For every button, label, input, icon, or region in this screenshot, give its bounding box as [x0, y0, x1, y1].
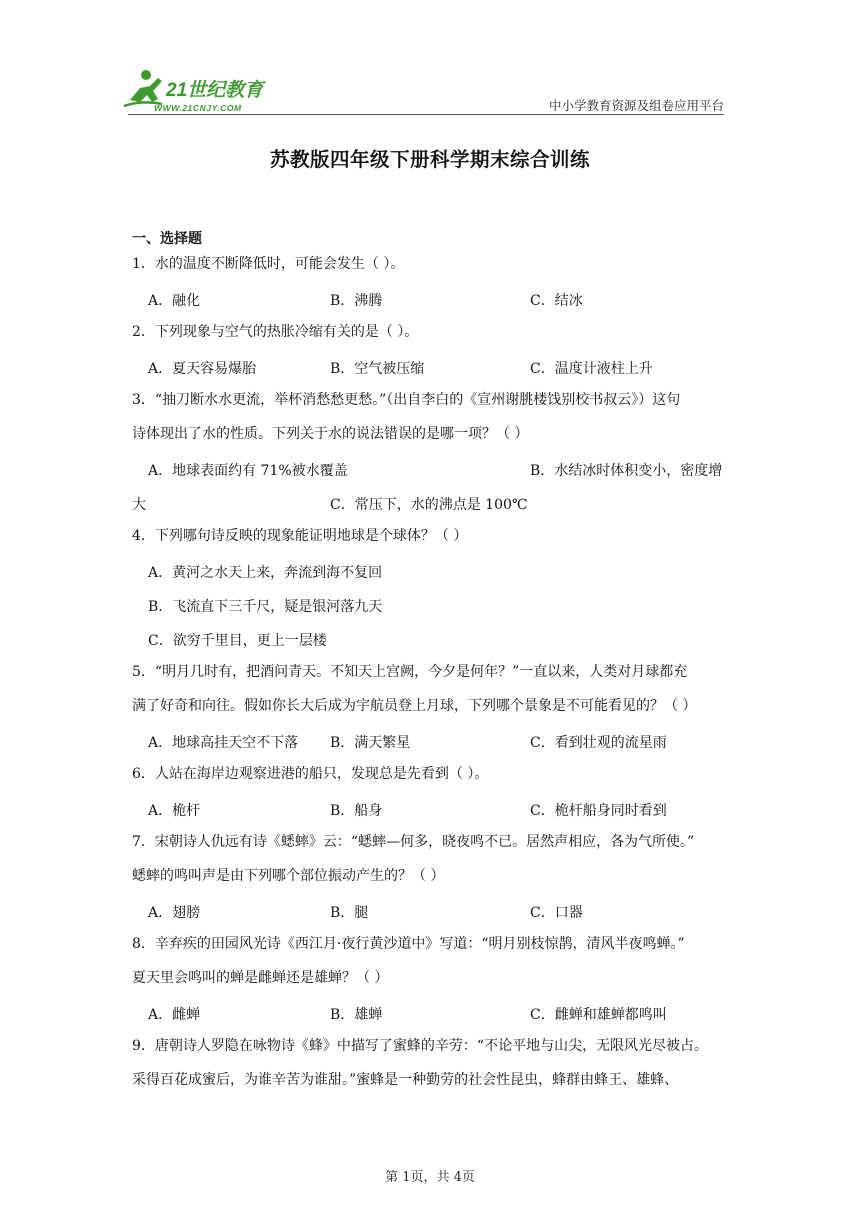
q1-option-c: C．结冰 [530, 293, 583, 309]
question-1: 1．水的温度不断降低时，可能会发生（ ）。 [132, 256, 405, 272]
q7-option-a: A．翅膀 [148, 905, 201, 921]
q7-option-b: B．腿 [330, 905, 369, 921]
question-3-line-2: 诗体现出了水的性质。下列关于水的说法错误的是哪一项？（ ） [132, 426, 529, 442]
q4-option-b: B．飞流直下三千尺，疑是银河落九天 [148, 599, 383, 615]
question-7-line-1: 7．宋朝诗人仇远有诗《蟋蟀》云：“蟋蟀—何多，晓夜鸣不已。居然声相应，各为气所使。” [132, 834, 695, 850]
q2-option-c: C．温度计液柱上升 [530, 361, 653, 377]
logo-text: 21世纪教育 [166, 80, 264, 101]
question-5-line-2: 满了好奇和向往。假如你长大后成为宇航员登上月球，下列哪个景象是不可能看见的？（ ） [132, 698, 697, 714]
question-4: 4．下列哪句诗反映的现象能证明地球是个球体？（ ） [132, 528, 468, 544]
q5-option-b: B．满天繁星 [330, 735, 411, 751]
logo-url: WWW.21CNJY.COM [154, 103, 242, 113]
question-9-line-2: 采得百花成蜜后，为谁辛苦为谁甜。”蜜蜂是一种勤劳的社会性昆虫，蜂群由蜂王、雄蜂、 [132, 1072, 679, 1088]
logo [122, 66, 292, 116]
q5-option-a: A．地球高挂天空不下落 [148, 735, 299, 751]
question-8-line-1: 8．辛弃疾的田园风光诗《西江月·夜行黄沙道中》写道：“明月别枝惊鹊，清风半夜鸣蝉。” [132, 936, 685, 952]
q2-option-a: A．夏天容易爆胎 [148, 361, 257, 377]
q2-option-b: B．空气被压缩 [330, 361, 425, 377]
section-heading: 一、选择题 [132, 231, 202, 247]
q4-option-a: A．黄河之水天上来，奔流到海不复回 [148, 565, 383, 581]
question-9-line-1: 9．唐朝诗人罗隐在咏物诗《蜂》中描写了蜜蜂的辛劳：“不论平地与山尖，无限风光尽被占。 [132, 1038, 709, 1054]
q7-option-c: C．口器 [530, 905, 583, 921]
q6-option-b: B．船身 [330, 803, 383, 819]
q1-option-b: B．沸腾 [330, 293, 383, 309]
q4-option-c: C．欲穷千里目，更上一层楼 [148, 633, 327, 649]
q6-option-a: A．桅杆 [148, 803, 201, 819]
platform-name: 中小学教育资源及组卷应用平台 [548, 98, 724, 113]
q3-option-a: A．地球表面约有 71%被水覆盖 [148, 463, 348, 479]
q6-option-c: C．桅杆船身同时看到 [530, 803, 667, 819]
question-2: 2．下列现象与空气的热胀冷缩有关的是（ ）。 [132, 324, 419, 340]
q3-option-c: C．常压下，水的沸点是 100℃ [330, 497, 528, 513]
q3-option-b: B．水结冰时体积变小，密度增 [530, 463, 723, 479]
q3-option-b-continued: 大 [132, 497, 146, 513]
question-8-line-2: 夏天里会鸣叫的蝉是雌蝉还是雄蝉？（ ） [132, 970, 389, 986]
question-5-line-1: 5．“明月几时有，把酒问青天。不知天上宫阙，今夕是何年？”一直以来，人类对月球都充 [132, 664, 688, 680]
q8-option-c: C．雌蝉和雄蝉都鸣叫 [530, 1007, 667, 1023]
q8-option-b: B．雄蝉 [330, 1007, 383, 1023]
runner-icon [124, 70, 162, 106]
question-7-line-2: 蟋蟀的鸣叫声是由下列哪个部位振动产生的？（ ） [132, 868, 445, 884]
header-divider [128, 114, 724, 115]
document-title: 苏教版四年级下册科学期末综合训练 [269, 148, 590, 171]
q5-option-c: C．看到壮观的流星雨 [530, 735, 667, 751]
question-3-line-1: 3．“抽刀断水水更流，举杯消愁愁更愁。”（出自李白的《宣州谢朓楼饯别校书叔云》）这句 [132, 392, 681, 408]
q1-option-a: A．融化 [148, 293, 201, 309]
question-6: 6．人站在海岸边观察进港的船只，发现总是先看到（ ）。 [132, 766, 489, 782]
q8-option-a: A．雌蝉 [148, 1007, 201, 1023]
page-number: 第 1页，共 4页 [385, 1170, 475, 1185]
